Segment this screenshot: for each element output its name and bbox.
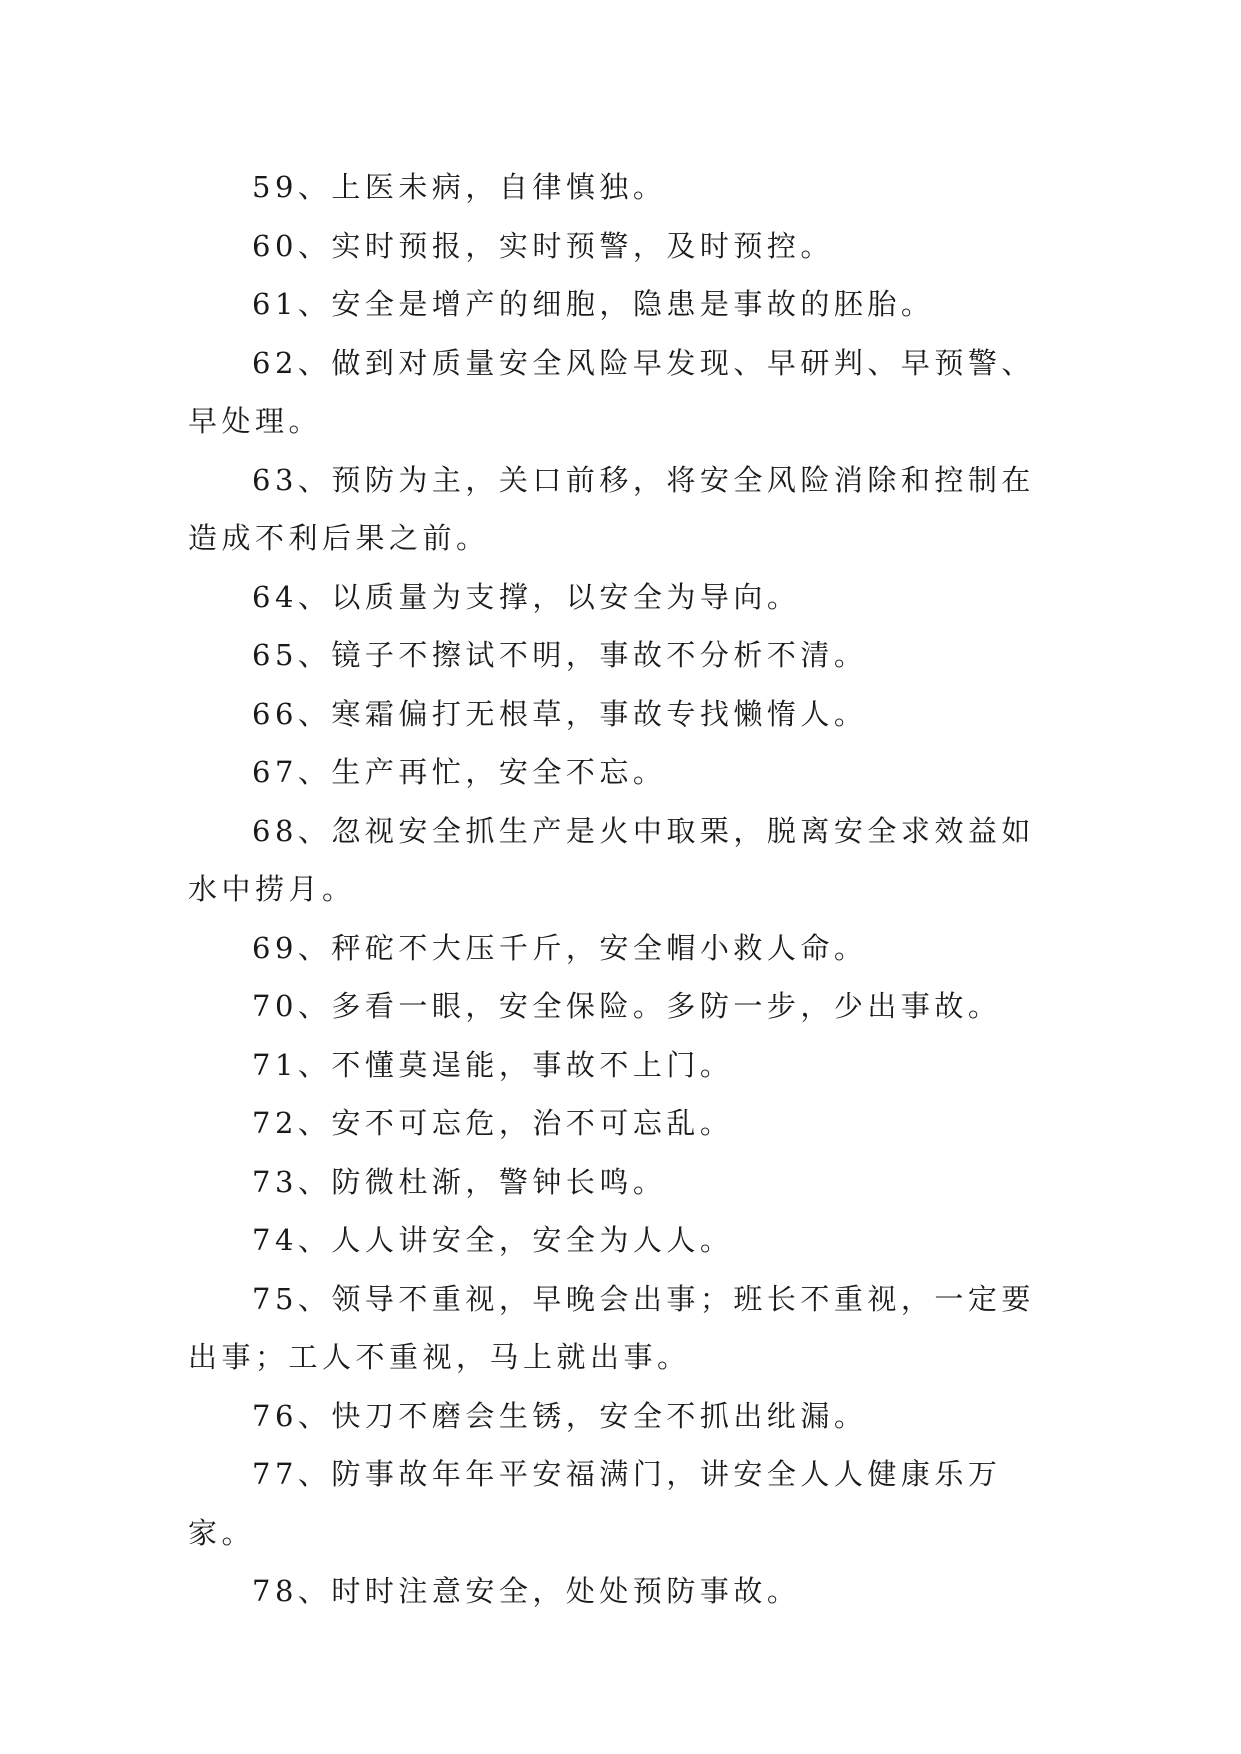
- list-item: 63、预防为主，关口前移，将安全风险消除和控制在造成不利后果之前。: [188, 462, 1035, 555]
- list-item: 78、时时注意安全，处处预防事故。: [252, 1574, 801, 1608]
- list-item: 77、防事故年年平安福满门，讲安全人人健康乐万家。: [188, 1457, 1002, 1550]
- list-item: 66、寒霜偏打无根草，事故专找懒惰人。: [252, 696, 868, 731]
- list-item: 59、上医未病，自律慎独。: [252, 170, 667, 204]
- list-item: 60、实时预报，实时预警，及时预控。: [252, 228, 834, 263]
- list-item: 75、领导不重视，早晚会出事；班长不重视，一定要出事；工人不重视，马上就出事。: [188, 1281, 1035, 1374]
- list-item: 71、不懂莫逞能，事故不上门。: [252, 1047, 734, 1082]
- list-item: 76、快刀不磨会生锈，安全不抓出纰漏。: [252, 1398, 868, 1433]
- list-item: 73、防微杜渐，警钟长鸣。: [252, 1164, 667, 1199]
- list-item: 61、安全是增产的细胞，隐患是事故的胚胎。: [252, 287, 935, 321]
- list-item: 67、生产再忙，安全不忘。: [252, 755, 667, 789]
- list-item: 68、忽视安全抓生产是火中取栗，脱离安全求效益如水中捞月。: [188, 813, 1035, 906]
- list-item: 69、秤砣不大压千斤，安全帽小救人命。: [252, 930, 868, 965]
- list-item: 70、多看一眼，安全保险。多防一步，少出事故。: [252, 989, 1002, 1023]
- list-item: 65、镜子不擦试不明，事故不分析不清。: [252, 638, 868, 672]
- list-item: 72、安不可忘危，治不可忘乱。: [252, 1106, 734, 1140]
- slogan-list: [188, 158, 1058, 1621]
- list-item: 74、人人讲安全，安全为人人。: [252, 1223, 734, 1257]
- list-item: 62、做到对质量安全风险早发现、早研判、早预警、早处理。: [188, 345, 1035, 438]
- list-item: 64、以质量为支撑，以安全为导向。: [252, 579, 801, 614]
